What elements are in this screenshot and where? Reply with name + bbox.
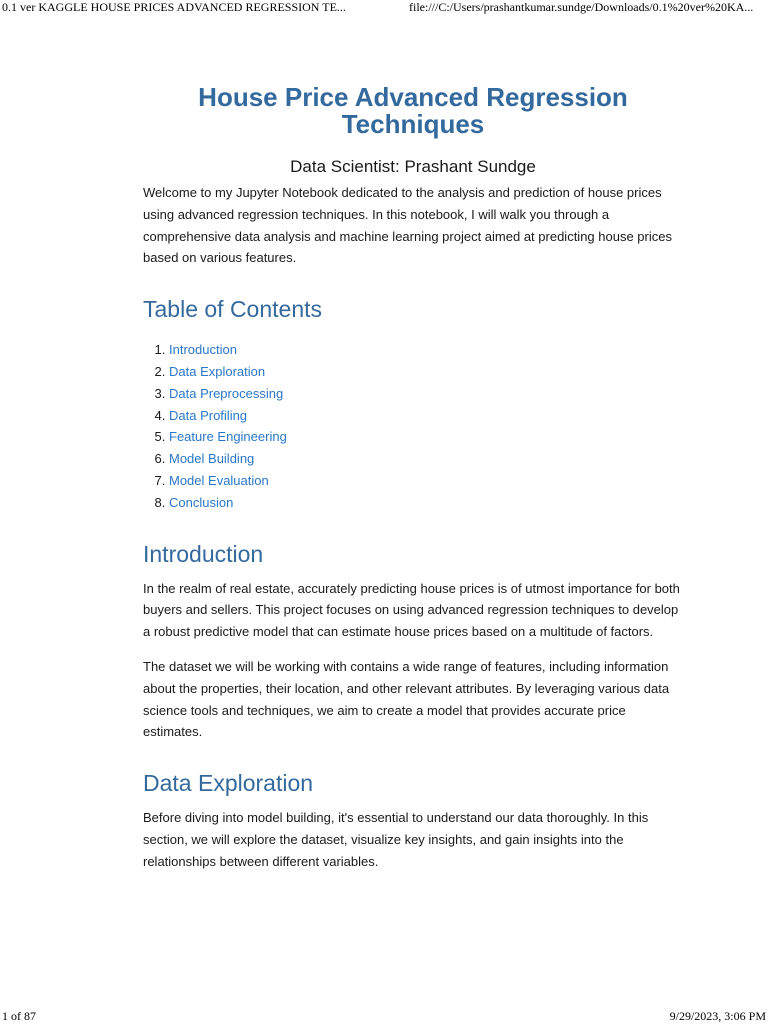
print-header — [0, 0, 768, 16]
data-exploration-heading: Data Exploration — [143, 770, 314, 797]
toc-link-data-exploration[interactable]: Data Exploration — [169, 363, 266, 379]
table-of-contents — [143, 339, 683, 513]
toc-link-data-preprocessing[interactable]: Data Preprocessing — [169, 385, 284, 401]
introduction-paragraph-1: In the realm of real estate, accurately predicting house prices is of utmost importance for both buyers and sellers. This project focuses on using advanced regression techniques to develop a robust predictive model that can estimate house prices based on a multitude of factors. — [143, 580, 680, 640]
toc-link-feature-engineering[interactable]: Feature Engineering — [169, 429, 287, 445]
welcome-paragraph: Welcome to my Jupyter Notebook dedicated to the analysis and prediction of house prices using advanced regression techniques. In this notebook, I will walk you through a comprehensive data analysis and machine learning project aimed at predicting house prices based on various features. — [143, 185, 672, 266]
document-title: 0.1 ver KAGGLE HOUSE PRICES ADVANCED REGRESSION TE... — [2, 0, 346, 14]
toc-item — [169, 448, 683, 470]
toc-item — [169, 361, 683, 383]
toc-item — [169, 405, 683, 427]
data-exploration-paragraph: Before diving into model building, it's essential to understand our data thoroughly. In this section, we will explore the dataset, visualize key insights, and gain insights into the relationships between different variables. — [143, 810, 649, 869]
toc-link-data-profiling[interactable]: Data Profiling — [169, 407, 248, 423]
page-title: House Price Advanced Regression Techniques — [198, 82, 628, 139]
toc-heading: Table of Contents — [143, 296, 323, 323]
print-timestamp: 9/29/2023, 3:06 PM — [669, 1009, 766, 1023]
toc-link-introduction[interactable]: Introduction — [169, 342, 237, 358]
toc-link-model-evaluation[interactable]: Model Evaluation — [169, 472, 269, 488]
file-url: file:///C:/Users/prashantkumar.sundge/Downloads/0.1%20ver%20KA... — [409, 0, 754, 14]
author-line: Data Scientist: Prashant Sundge — [290, 157, 536, 176]
toc-item — [169, 383, 683, 405]
toc-link-model-building[interactable]: Model Building — [169, 451, 255, 467]
notebook-content — [143, 84, 683, 873]
toc-item — [169, 426, 683, 448]
introduction-heading: Introduction — [143, 540, 264, 567]
toc-item — [169, 470, 683, 492]
page-indicator: 1 of 87 — [2, 1009, 36, 1023]
toc-item — [169, 339, 683, 361]
print-footer — [0, 1009, 768, 1024]
toc-link-conclusion[interactable]: Conclusion — [169, 494, 234, 510]
introduction-paragraph-2: The dataset we will be working with contains a wide range of features, including information about the properties, their location, and other relevant attributes. By leveraging various data science tools and techniques, we aim to create a model that provides accurate price estimates. — [143, 658, 670, 740]
toc-item — [169, 492, 683, 514]
